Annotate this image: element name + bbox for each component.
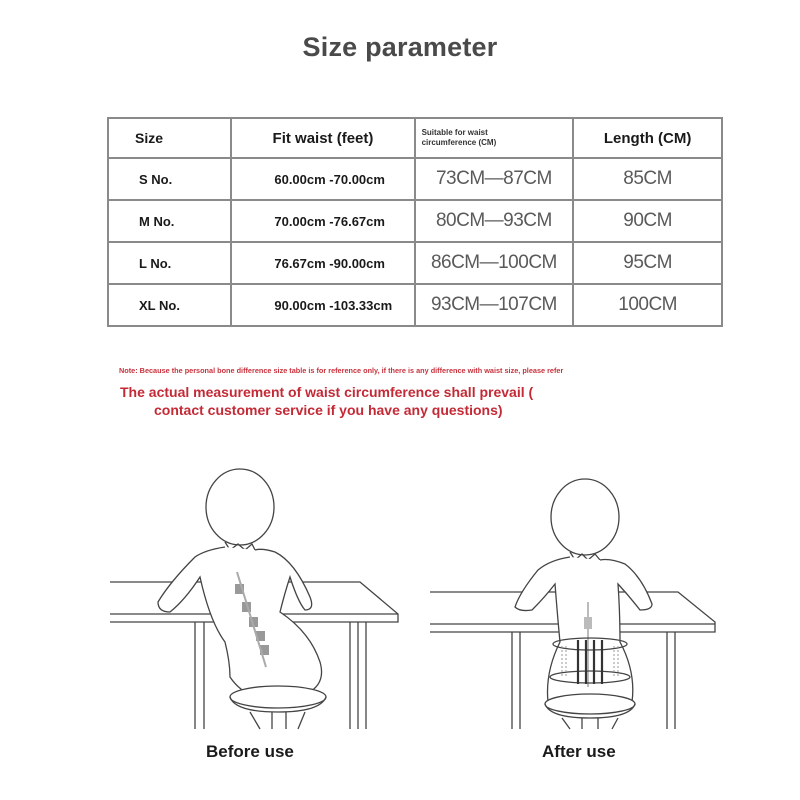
header-suitable-line1: Suitable for waist [421, 128, 488, 137]
table-row [108, 284, 722, 326]
header-suitable-line2: circumference (CM) [421, 138, 497, 147]
cell-size: XL No. [108, 284, 231, 326]
cell-fit-waist: 70.00cm -76.67cm [231, 200, 414, 242]
cell-size: L No. [108, 242, 231, 284]
after-use-illustration [420, 462, 730, 762]
note-warning [120, 383, 720, 419]
cell-fit-waist: 76.67cm -90.00cm [231, 242, 414, 284]
table-row [108, 242, 722, 284]
header-size: Size [108, 118, 231, 158]
cell-size: S No. [108, 158, 231, 200]
header-fit-waist: Fit waist (feet) [231, 118, 414, 158]
before-use-caption: Before use [206, 742, 294, 761]
cell-length: 100CM [573, 284, 722, 326]
note-warning-line1: The actual measurement of waist circumference shall prevail ( [120, 384, 534, 400]
cell-length: 90CM [573, 200, 722, 242]
person-with-waist-brace-illustration-icon [420, 462, 730, 762]
cell-suitable: 73CM—87CM [415, 158, 574, 200]
table-row [108, 158, 722, 200]
cell-suitable: 80CM—93CM [415, 200, 574, 242]
header-length: Length (CM) [573, 118, 722, 158]
after-use-caption: After use [542, 742, 616, 761]
cell-suitable: 86CM—100CM [415, 242, 574, 284]
before-use-illustration [100, 462, 410, 762]
cell-suitable: 93CM—107CM [415, 284, 574, 326]
table-row [108, 200, 722, 242]
cell-length: 85CM [573, 158, 722, 200]
cell-length: 95CM [573, 242, 722, 284]
table-header-row [108, 118, 722, 158]
cell-size: M No. [108, 200, 231, 242]
note-small-text: Note: Because the personal bone difference size table is for reference only, if there is any difference with waist size, please refer [119, 366, 564, 375]
person-curved-spine-illustration-icon [100, 462, 410, 762]
cell-fit-waist: 60.00cm -70.00cm [231, 158, 414, 200]
cell-fit-waist: 90.00cm -103.33cm [231, 284, 414, 326]
header-suitable-waist [415, 118, 574, 158]
page-title: Size parameter [302, 32, 498, 62]
note-warning-line2: contact customer service if you have any questions) [154, 402, 503, 418]
size-table [107, 117, 723, 327]
